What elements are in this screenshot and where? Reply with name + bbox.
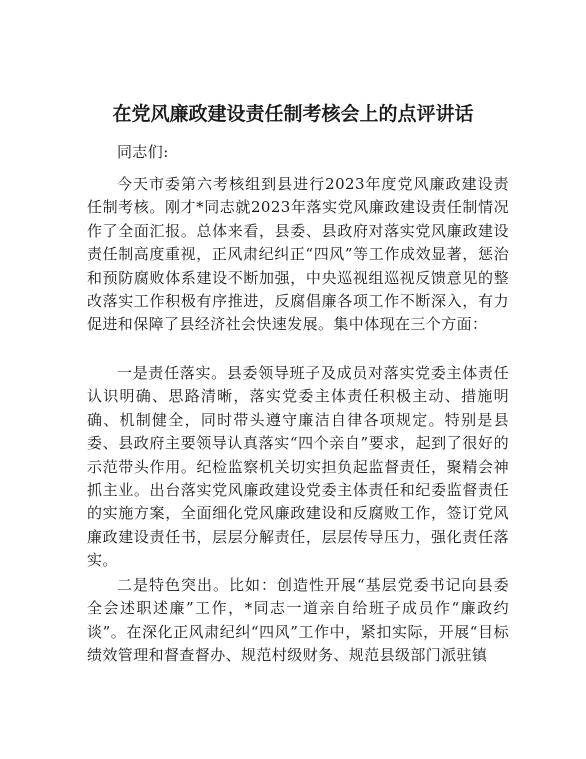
paragraph-features: 二是特色突出。比如：创造性开展“基层党委书记向县委全会述职述廉”工作，*同志一道亲自给班子成员作“廉政约谈”。在深化正风肃纪纠“四风”工作中，紧扣实际，开展“目标绩效管理和督查督办、规范村级财务、规范县级部门派驻镇 <box>87 576 509 665</box>
paragraph-responsibility: 一是责任落实。县委领导班子及成员对落实党委主体责任认识明确、思路清晰，落实党委主体责任积极主动、措施明确、机制健全，同时带头遵守廉洁自律各项规定。特别是县委、县政府主要领导认真落实“四个亲自”要求，起到了很好的示范带头作用。纪检监察机关切实担负起监督责任，聚精会神抓主业。出台落实党风廉政建设党委主体责任和纪委监督责任的实施方案，全面细化党风廉政建设和反腐败工作，签订党风廉政建设责任书，层层分解责任，层层传导压力，强化责任落实。 <box>87 364 509 570</box>
salutation: 同志们: <box>117 143 169 161</box>
paragraph-overview: 今天市委第六考核组到县进行2023年度党风廉政建设责任制考核。刚才*同志就2023年落实党风廉政建设责任制情况作了全面汇报。总体来看，县委、县政府对落实党风廉政建设责任制高度重视，正风肃纪纠正“四风”等工作成效显著，惩治和预防腐败体系建设不断加强，中央巡视组巡视反馈意见的整改落实工作积极有序推进，反腐倡廉各项工作不断深入，有力促进和保障了县经济社会快速发展。集中体现在三个方面： <box>87 175 509 334</box>
document-title: 在党风廉政建设责任制考核会上的点评讲话 <box>112 103 474 125</box>
